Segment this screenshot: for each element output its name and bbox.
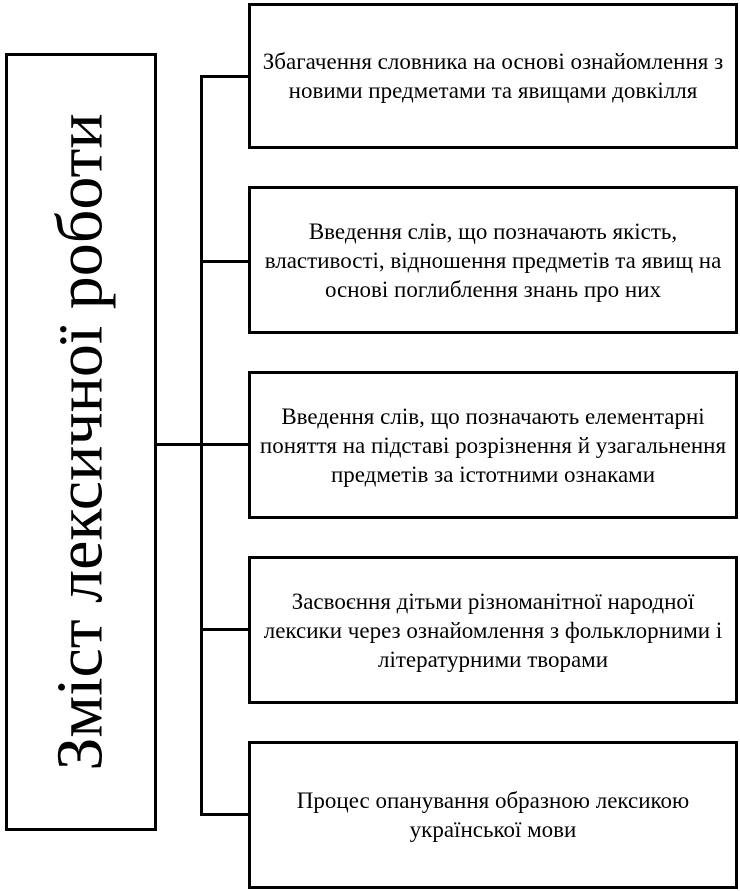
main-topic-box	[5, 53, 157, 831]
branch-connector-5	[200, 813, 250, 816]
branch-connector-3	[200, 443, 250, 446]
branch-connector-1	[200, 75, 250, 78]
trunk-connector	[155, 443, 203, 446]
content-item-4	[248, 556, 738, 704]
content-item-3-text: Введення слів, що позначають елементарні поняття на підставі розрізнення й узагальнення предметів за істотними ознаками	[259, 403, 727, 487]
content-item-1	[248, 3, 738, 149]
content-item-5	[248, 741, 738, 889]
content-item-5-text: Процес опанування образною лексикою української мови	[296, 788, 690, 842]
content-item-2	[248, 186, 738, 334]
branch-connector-4	[200, 628, 250, 631]
content-item-1-text: Збагачення словника на основі ознайомлення з новими предметами та явищами довкілля	[262, 49, 724, 103]
content-item-2-text: Введення слів, що позначають якість, властивості, відношення предметів та явищ на основі поглиблення знань про них	[264, 218, 722, 302]
content-item-3	[248, 371, 738, 519]
main-topic-title: Зміст лексичної роботи	[44, 113, 118, 771]
branch-connector-2	[200, 260, 250, 263]
content-item-4-text: Засвоєння дітьми різноманітної народної лексики через ознайомлення з фольклорними і літературними творами	[263, 588, 723, 672]
